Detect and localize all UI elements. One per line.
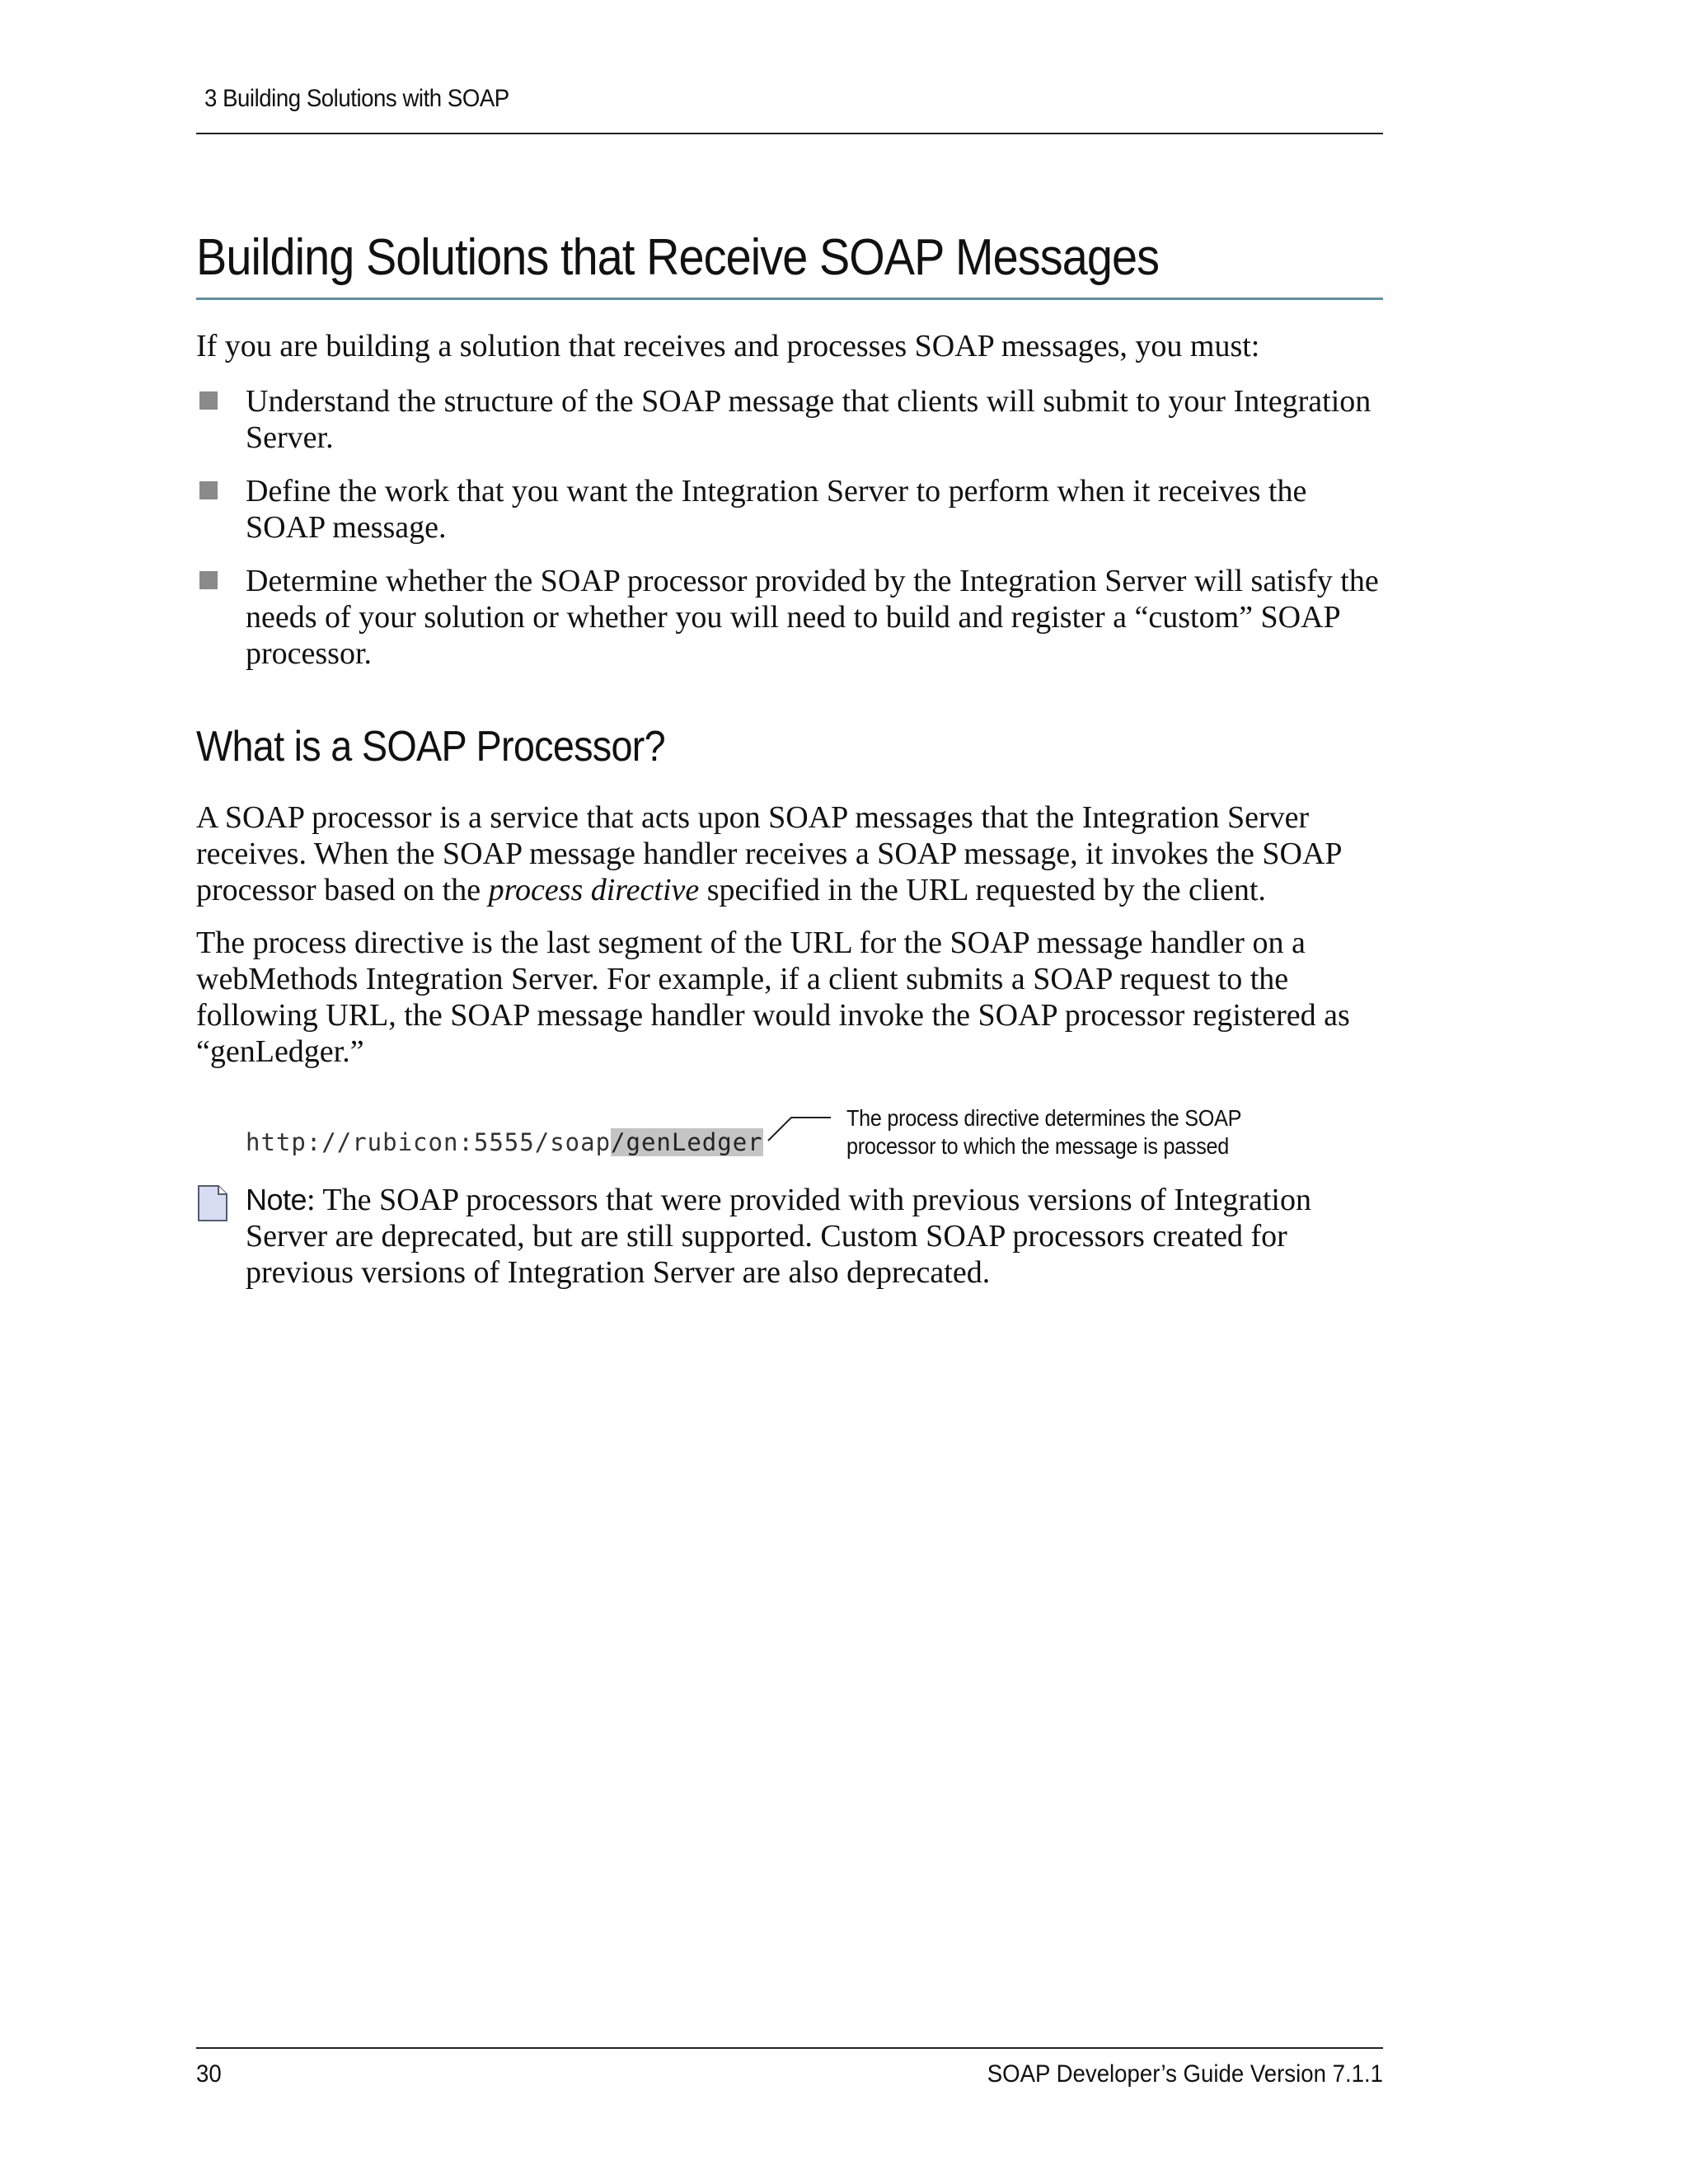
note-label: Note: [246, 1183, 307, 1216]
chapter-title: 3 Building Solutions with SOAP: [204, 85, 509, 112]
callout-line-2: processor to which the message is passed: [846, 1133, 1230, 1159]
note-text: : The SOAP processors that were provided with previous versions of Integration Server are deprecated, but are still supported. Custom SOAP processors created for previous versions of Integration Server are also deprecated.: [246, 1183, 1311, 1290]
bullet-square-icon: [199, 481, 218, 499]
subsection-title: What is a SOAP Processor?: [196, 723, 665, 771]
list-item-text: Define the work that you want the Integration Server to perform when it receives the SOAP message.: [246, 474, 1307, 545]
section-title: Building Solutions that Receive SOAP Messages: [196, 229, 1160, 286]
document-title: SOAP Developer’s Guide Version 7.1.1: [987, 2060, 1383, 2088]
callout-line-1: The process directive determines the SOAP: [846, 1105, 1242, 1131]
paragraph-text: A SOAP processor is a service that acts upon SOAP messages that the Integration Server receives. When the SOAP message handler receives a SOAP message, it invokes the SOAP processor based on the: [196, 800, 1342, 907]
section-heading: [196, 229, 1383, 300]
bullet-square-icon: [199, 391, 218, 410]
paragraph-text: specified in the URL requested by the client.: [699, 873, 1266, 907]
list-item: [196, 383, 1387, 456]
bullet-square-icon: [199, 571, 218, 589]
note-paragraph: [246, 1182, 1391, 1291]
list-item-text: Understand the structure of the SOAP message that clients will submit to your Integration Server.: [246, 384, 1372, 455]
url-base: http://rubicon:5555/soap: [246, 1128, 612, 1156]
list-item: [196, 473, 1387, 546]
page-number: 30: [196, 2060, 222, 2088]
callout-leader-line: [767, 1116, 832, 1144]
emphasis-process-directive: process directive: [488, 873, 700, 907]
process-directive-paragraph: The process directive is the last segment of the URL for the SOAP message handler on a webMethods Integration Server. For example, if a client submits a SOAP request to the following URL, the SOAP message handler would invoke the SOAP processor registered as “genLedger.”: [196, 926, 1350, 1069]
intro-paragraph: If you are building a solution that receives and processes SOAP messages, you must:: [196, 329, 1260, 363]
url-example: [246, 1127, 763, 1157]
url-directive-highlight: /genLedger: [611, 1128, 763, 1156]
note-page-icon: [198, 1185, 227, 1221]
soap-processor-paragraph: [196, 799, 1387, 908]
list-item: [196, 563, 1387, 672]
callout-annotation: [846, 1104, 1241, 1160]
running-footer: [196, 2047, 1383, 2097]
running-header: [196, 85, 1383, 134]
list-item-text: Determine whether the SOAP processor provided by the Integration Server will satisfy the needs of your solution or whether you will need to build and register a “custom” SOAP processor.: [246, 564, 1379, 671]
